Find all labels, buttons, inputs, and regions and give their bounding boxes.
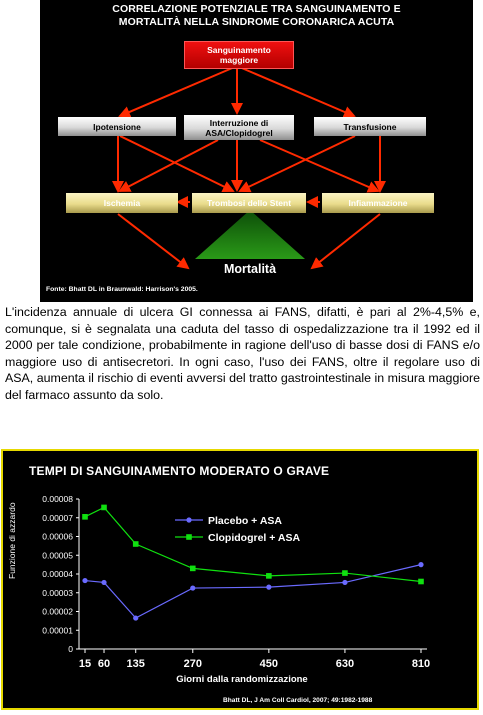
series-2-point <box>101 505 107 511</box>
series-1-point <box>101 580 106 585</box>
arrow-bleed-hypo <box>120 66 237 116</box>
series-2-point <box>190 566 196 572</box>
y-tick-label: 0.00003 <box>42 587 73 598</box>
arrow-interr-isch <box>120 140 218 191</box>
legend-label-1: Placebo + ASA <box>208 515 283 527</box>
x-tick-label: 450 <box>259 658 279 670</box>
chart-y-axis-label: Funzione di azzardo <box>7 502 17 579</box>
box-transfusion-label: Transfusione <box>343 121 397 132</box>
box-major-bleeding <box>184 41 294 69</box>
box-major-bleeding-line2: maggiore <box>219 55 259 65</box>
x-tick-label: 630 <box>335 658 355 670</box>
box-hypotension-label: Ipotensione <box>93 121 141 132</box>
arrow-interr-infl <box>260 140 378 191</box>
legend-label-2: Clopidogrel + ASA <box>208 532 301 544</box>
x-tick-label: 810 <box>411 658 431 670</box>
box-hypotension <box>58 117 176 136</box>
box-ischemia <box>66 193 178 213</box>
arrow-isch-mort <box>118 214 188 268</box>
chart-plot-area <box>3 451 479 710</box>
box-inflammation-label: Infiammazione <box>348 198 408 208</box>
arrow-infl-mort <box>312 214 380 268</box>
series-2-point <box>418 579 424 585</box>
series-1-point <box>266 585 271 590</box>
y-tick-label: 0.00002 <box>42 606 73 617</box>
y-tick-label: 0 <box>68 644 73 654</box>
box-stent-thrombosis <box>192 193 306 213</box>
box-ischemia-label: Ischemia <box>103 198 141 208</box>
series-1-point <box>418 562 423 567</box>
legend-marker-2 <box>186 534 192 540</box>
series-1-point <box>133 615 138 620</box>
series-line-1 <box>85 565 421 618</box>
chart-x-axis-label: Giorni dalla randomizzazione <box>176 674 308 685</box>
y-tick-label: 0.00007 <box>42 512 73 523</box>
y-tick-label: 0.00005 <box>42 550 73 561</box>
y-tick-label: 0.00004 <box>42 569 73 579</box>
series-2-point <box>133 541 139 547</box>
box-mortality: Mortalità <box>223 262 277 276</box>
series-2-point <box>82 514 88 520</box>
box-inflammation <box>322 193 434 213</box>
diagram-title-line1: CORRELAZIONE POTENZIALE TRA SANGUINAMENTO E <box>112 3 401 15</box>
arrow-transf-stent <box>240 136 355 191</box>
y-tick-label: 0.00006 <box>42 531 73 542</box>
x-tick-label: 135 <box>126 658 145 670</box>
diagram-source: Fonte: Bhatt DL in Braunwald: Harrison's 2005. <box>46 286 198 293</box>
mortality-triangle <box>195 210 305 259</box>
bleeding-mortality-diagram <box>40 0 473 302</box>
box-stent-label: Trombosi dello Stent <box>206 198 292 208</box>
series-2-point <box>266 573 272 579</box>
y-tick-label: 0.00001 <box>42 625 73 636</box>
series-1-point <box>82 578 87 583</box>
box-interruption <box>184 115 294 140</box>
bleeding-time-chart <box>1 449 479 710</box>
series-2-point <box>342 570 348 576</box>
x-tick-label: 270 <box>183 658 202 670</box>
box-interruption-line1: Interruzione di <box>209 117 269 128</box>
box-major-bleeding-line1: Sanguinamento <box>207 45 271 55</box>
box-interruption-line2: ASA/Clopidogrel <box>205 127 273 138</box>
arrow-bleed-transf <box>237 66 354 116</box>
diagram-title-line2: MORTALITÀ NELLA SINDROME CORONARICA ACUTA <box>118 16 395 28</box>
body-paragraph: L'incidenza annuale di ulcera GI connessa ai FANS, difatti, è pari al 2%-4,5% e, comunque, si è segnalata una caduta del tasso di ospedalizzazione tra il 1992 ed il 2000 per tale condizione, probabilmente in ragione dell'uso di basse dosi di FANS e/o maggiore uso di antisecretori. In ogni caso, l'uso dei FANS, oltre il regolare uso di ASA, aumenta il rischio di eventi avversi del tratto gastrointestinale in misura maggiore del farmaco assunto da solo. <box>5 305 480 402</box>
chart-source: Bhatt DL, J Am Coll Cardiol, 2007; 49:1982-1988 <box>223 697 373 704</box>
box-transfusion <box>314 117 426 136</box>
chart-title: TEMPI DI SANGUINAMENTO MODERATO O GRAVE <box>29 464 330 478</box>
x-tick-label: 60 <box>97 658 111 670</box>
series-1-point <box>190 585 195 590</box>
series-1-point <box>342 580 347 585</box>
y-tick-label: 0.00008 <box>42 494 73 504</box>
legend-marker-1 <box>186 517 191 522</box>
x-tick-label: 15 <box>78 658 92 670</box>
